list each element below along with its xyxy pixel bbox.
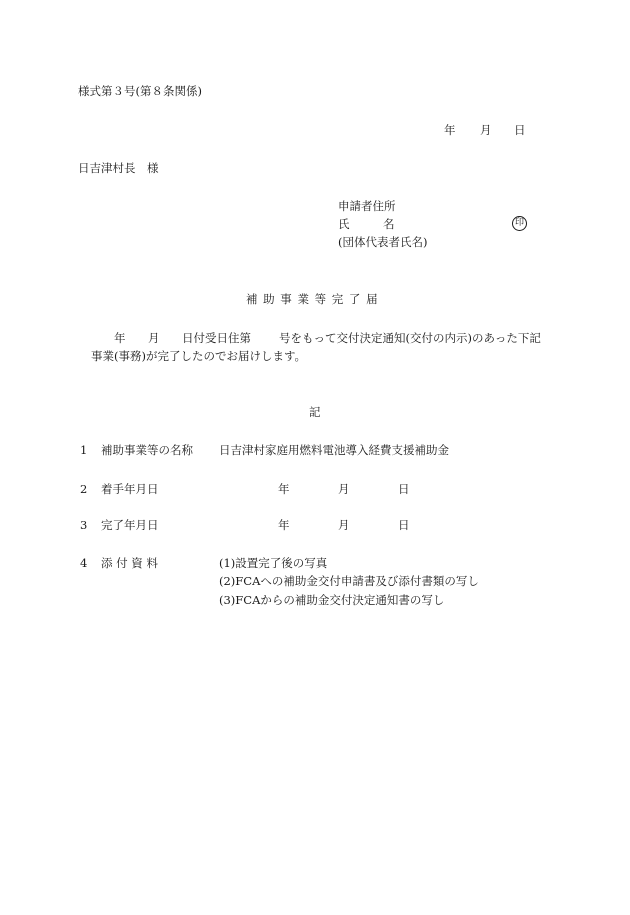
item-label: 着手年月日 bbox=[101, 482, 159, 496]
body-line-2: 事業(事務)が完了したのでお届けします。 bbox=[91, 349, 307, 363]
date-day: 日 bbox=[514, 123, 526, 137]
addressee: 日吉津村長 様 bbox=[78, 161, 159, 175]
body-rest-a: 日付受日住第 bbox=[182, 331, 251, 345]
item-label: 補助事業等の名称 bbox=[101, 443, 193, 457]
attachment-2: (2)FCAへの補助金交付申請書及び添付書類の写し bbox=[219, 574, 479, 588]
item-number: 2 bbox=[80, 482, 88, 496]
attachment-1: (1)設置完了後の写真 bbox=[219, 556, 328, 570]
body-rest-b: 号をもって交付決定通知(交付の内示)のあった下記 bbox=[279, 331, 541, 345]
item-year: 年 bbox=[278, 518, 290, 532]
item-label: 添 付 資 料 bbox=[101, 556, 158, 570]
applicant-address-label: 申請者住所 bbox=[338, 199, 396, 213]
seal-mark: 印 bbox=[512, 216, 527, 231]
item-number: 3 bbox=[80, 518, 88, 532]
ki-heading: 記 bbox=[309, 405, 321, 419]
item-year: 年 bbox=[278, 482, 290, 496]
item-day: 日 bbox=[398, 482, 410, 496]
item-label: 完了年月日 bbox=[101, 518, 159, 532]
attachment-3: (3)FCAからの補助金交付決定通知書の写し bbox=[219, 593, 445, 607]
body-month: 月 bbox=[148, 331, 160, 345]
date-month: 月 bbox=[480, 123, 492, 137]
applicant-name-label-1: 氏 bbox=[338, 217, 350, 231]
item-number: 1 bbox=[80, 443, 88, 457]
applicant-org-label: (団体代表者氏名) bbox=[338, 235, 428, 249]
item-number: 4 bbox=[80, 556, 88, 570]
body-year: 年 bbox=[114, 331, 126, 345]
form-label: 様式第３号(第８条関係) bbox=[78, 84, 202, 98]
applicant-name-label-2: 名 bbox=[383, 217, 395, 231]
item-day: 日 bbox=[398, 518, 410, 532]
item-value: 日吉津村家庭用燃料電池導入経費支援補助金 bbox=[219, 443, 449, 457]
document-title: 補 助 事 業 等 完 了 届 bbox=[246, 292, 379, 306]
item-month: 月 bbox=[338, 482, 350, 496]
item-month: 月 bbox=[338, 518, 350, 532]
date-year: 年 bbox=[444, 123, 456, 137]
